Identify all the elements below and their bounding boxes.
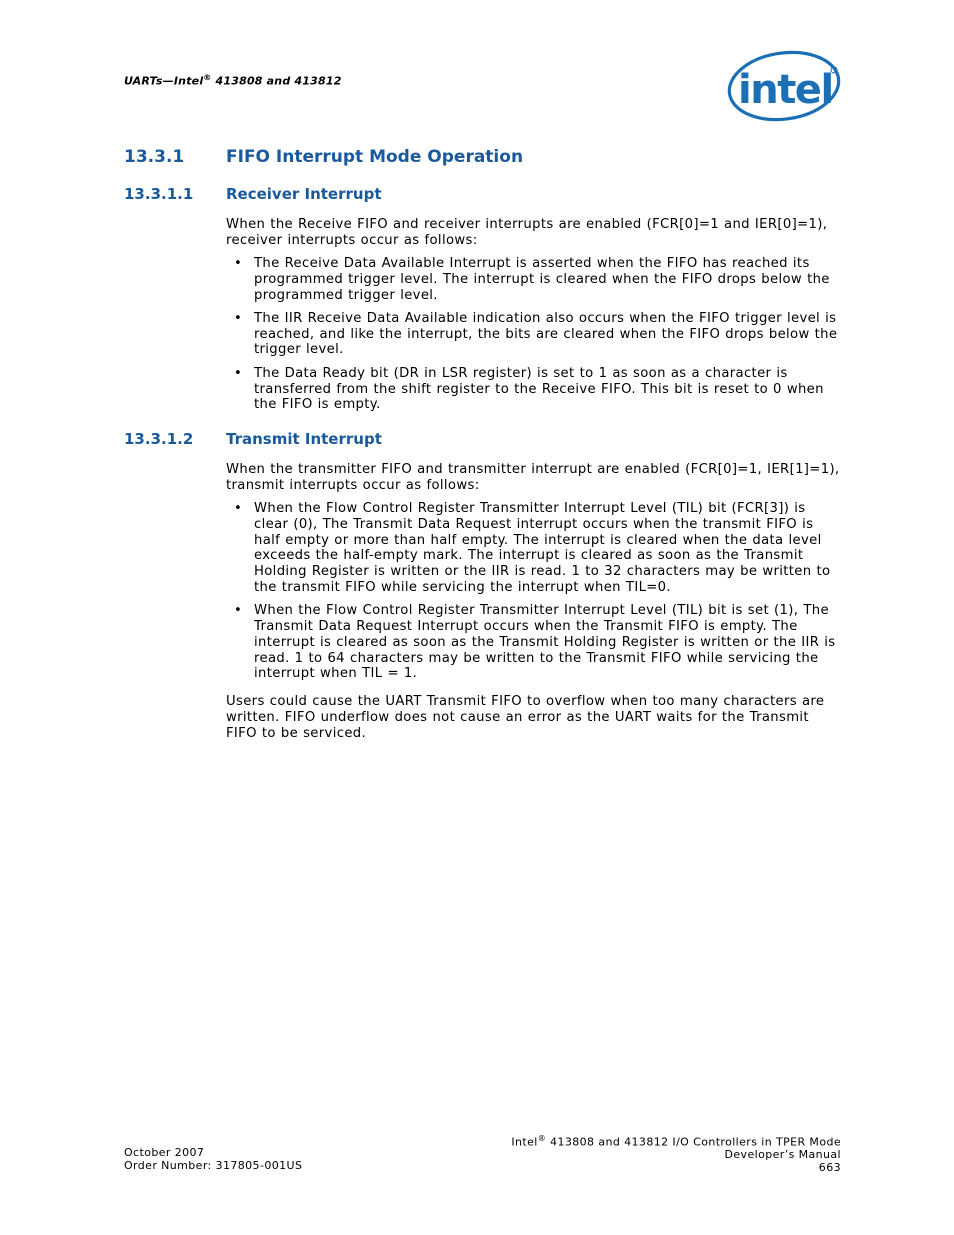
footer-date: October 2007 bbox=[124, 1146, 205, 1159]
footer-right bbox=[511, 1133, 841, 1174]
list-item: • The Data Ready bit (DR in LSR register) is set to 1 as soon as a character is transferred from the shift register to the Receive FIFO. This bit is reset to 0 when the FIFO is empty. bbox=[232, 366, 842, 413]
running-header-title-pre: UARTs—Intel bbox=[124, 74, 204, 88]
footer-doc-title-pre: Intel bbox=[511, 1135, 538, 1149]
transmit-title: Transmit Interrupt bbox=[226, 430, 382, 448]
list-item: • The IIR Receive Data Available indication also occurs when the FIFO trigger level is reached, and like the interrupt, the bits are cleared when the FIFO drops below the trigger level. bbox=[232, 311, 842, 358]
section-heading bbox=[124, 147, 523, 167]
transmit-intro: When the transmitter FIFO and transmitter interrupt are enabled (FCR[0]=1, IER[1]=1), transmit interrupts occur as follows: bbox=[226, 462, 840, 493]
footer-page-number: 663 bbox=[818, 1160, 841, 1174]
footer-doc-type: Developer’s Manual bbox=[724, 1148, 841, 1162]
logo-wordmark: intel bbox=[738, 67, 833, 113]
receiver-bullet-list bbox=[232, 256, 842, 421]
transmit-heading bbox=[124, 430, 382, 448]
running-header bbox=[124, 73, 342, 88]
list-item: • The Receive Data Available Interrupt is asserted when the FIFO has reached its programmed trigger level. The interrupt is cleared when the FIFO drops below the programmed trigger level. bbox=[232, 256, 842, 303]
footer-doc-title bbox=[511, 1133, 841, 1149]
intel-logo-icon bbox=[726, 48, 844, 128]
list-item: • When the Flow Control Register Transmitter Interrupt Level (TIL) bit (FCR[3]) is clear (0), The Transmit Data Request interrupt occurs when the transmit FIFO is half empty or more than half empty. The interrupt is cleared when the data level exceeds the half-empty mark. The interrupt is cleared as soon as the Transmit Holding Register is written or the IIR is read. 1 to 32 characters may be written to the transmit FIFO while servicing the interrupt when TIL=0. bbox=[232, 501, 842, 596]
receiver-number: 13.3.1.1 bbox=[124, 185, 194, 203]
transmit-bullet-list bbox=[232, 501, 842, 690]
transmit-closing: Users could cause the UART Transmit FIFO to overflow when too many characters are written. FIFO underflow does not cause an error as the UART waits for the Transmit FIFO to be serviced. bbox=[226, 694, 825, 741]
transmit-number: 13.3.1.2 bbox=[124, 430, 194, 448]
section-title: FIFO Interrupt Mode Operation bbox=[226, 147, 524, 167]
footer-left bbox=[124, 1147, 302, 1172]
receiver-title: Receiver Interrupt bbox=[226, 185, 382, 203]
section-number: 13.3.1 bbox=[124, 147, 185, 167]
registered-mark: ® bbox=[203, 73, 212, 82]
footer-doc-title-post: 413808 and 413812 I/O Controllers in TPER Mode bbox=[546, 1135, 841, 1149]
receiver-heading bbox=[124, 185, 382, 203]
intel-logo bbox=[726, 48, 844, 128]
list-item: • When the Flow Control Register Transmitter Interrupt Level (TIL) bit is set (1), The Transmit Data Request Interrupt occurs when the Transmit FIFO is empty. The interrupt is cleared as soon as the Transmit Holding Register is written or the IIR is read. 1 to 64 characters may be written to the Transmit FIFO while servicing the interrupt when TIL = 1. bbox=[232, 603, 842, 682]
running-header-title-post: 413808 and 413812 bbox=[211, 74, 342, 88]
receiver-intro: When the Receive FIFO and receiver interrupts are enabled (FCR[0]=1 and IER[0]=1), receiver interrupts occur as follows: bbox=[226, 217, 828, 248]
footer-order-number: Order Number: 317805-001US bbox=[124, 1158, 303, 1172]
footer-registered-mark: ® bbox=[537, 1134, 547, 1143]
